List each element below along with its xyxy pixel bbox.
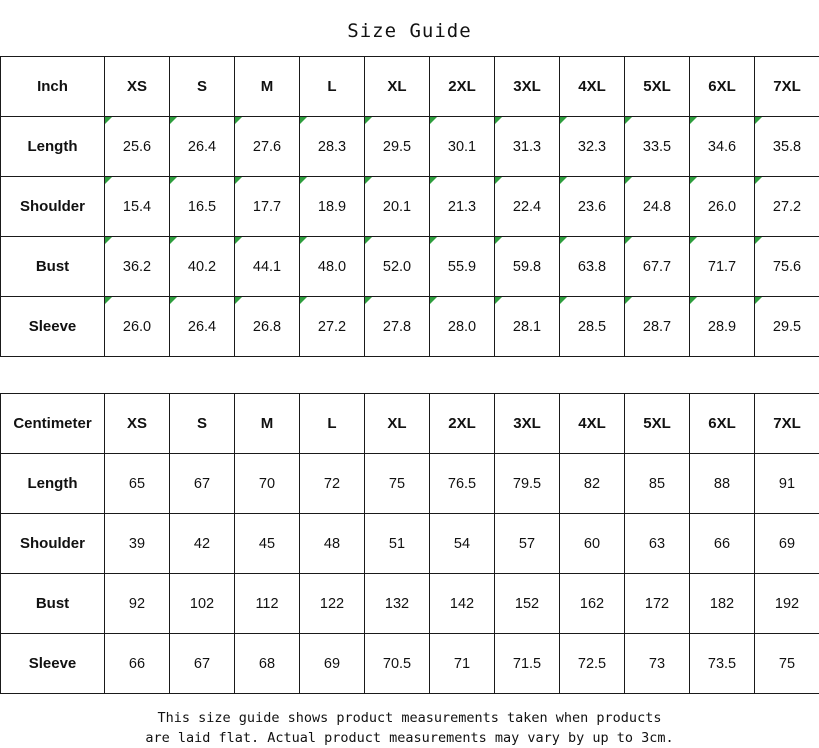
table-row [1, 177, 819, 237]
measurement-cell: 28.3 [300, 117, 365, 177]
measurement-cell: 75 [755, 634, 819, 694]
measurement-cell: 27.8 [365, 297, 430, 357]
measurement-cell: 33.5 [625, 117, 690, 177]
measurement-cell: 54 [430, 514, 495, 574]
page-title: Size Guide [0, 0, 819, 56]
measurement-cell: 69 [755, 514, 819, 574]
measurement-cell: 60 [560, 514, 625, 574]
measurement-cell: 66 [105, 634, 170, 694]
measurement-cell: 65 [105, 454, 170, 514]
row-label: Bust [1, 574, 105, 634]
size-header: 7XL [755, 394, 819, 454]
measurement-cell: 26.0 [105, 297, 170, 357]
measurement-cell: 27.6 [235, 117, 300, 177]
size-header: 2XL [430, 394, 495, 454]
measurement-cell: 22.4 [495, 177, 560, 237]
measurement-cell: 26.4 [170, 297, 235, 357]
measurement-cell: 28.1 [495, 297, 560, 357]
measurement-cell: 48 [300, 514, 365, 574]
measurement-cell: 57 [495, 514, 560, 574]
table-row [1, 297, 819, 357]
measurement-cell: 79.5 [495, 454, 560, 514]
measurement-cell: 20.1 [365, 177, 430, 237]
measurement-cell: 26.4 [170, 117, 235, 177]
measurement-cell: 85 [625, 454, 690, 514]
table-row [1, 634, 819, 694]
measurement-cell: 76.5 [430, 454, 495, 514]
row-label: Shoulder [1, 514, 105, 574]
measurement-cell: 67 [170, 634, 235, 694]
size-header: 4XL [560, 394, 625, 454]
table-header-row [1, 57, 819, 117]
measurement-cell: 42 [170, 514, 235, 574]
size-header: 4XL [560, 57, 625, 117]
measurement-cell: 91 [755, 454, 819, 514]
measurement-cell: 36.2 [105, 237, 170, 297]
measurement-cell: 45 [235, 514, 300, 574]
measurement-cell: 71.7 [690, 237, 755, 297]
size-table-centimeter [0, 393, 819, 694]
measurement-cell: 69 [300, 634, 365, 694]
size-header: M [235, 394, 300, 454]
measurement-cell: 15.4 [105, 177, 170, 237]
measurement-cell: 27.2 [755, 177, 819, 237]
table-separator [0, 357, 819, 393]
measurement-cell: 122 [300, 574, 365, 634]
measurement-cell: 32.3 [560, 117, 625, 177]
measurement-cell: 59.8 [495, 237, 560, 297]
measurement-cell: 55.9 [430, 237, 495, 297]
row-label: Bust [1, 237, 105, 297]
size-header: 3XL [495, 394, 560, 454]
size-header: 7XL [755, 57, 819, 117]
measurement-cell: 63.8 [560, 237, 625, 297]
measurement-cell: 39 [105, 514, 170, 574]
measurement-cell: 24.8 [625, 177, 690, 237]
row-label: Length [1, 454, 105, 514]
measurement-cell: 48.0 [300, 237, 365, 297]
measurement-cell: 142 [430, 574, 495, 634]
size-header: S [170, 57, 235, 117]
size-header: L [300, 394, 365, 454]
size-header: 6XL [690, 394, 755, 454]
table-row [1, 574, 819, 634]
measurement-cell: 72.5 [560, 634, 625, 694]
size-header: XL [365, 394, 430, 454]
measurement-cell: 30.1 [430, 117, 495, 177]
measurement-cell: 28.5 [560, 297, 625, 357]
size-header: 2XL [430, 57, 495, 117]
measurement-cell: 17.7 [235, 177, 300, 237]
measurement-cell: 66 [690, 514, 755, 574]
size-header: 5XL [625, 394, 690, 454]
measurement-cell: 26.8 [235, 297, 300, 357]
measurement-cell: 25.6 [105, 117, 170, 177]
size-header: M [235, 57, 300, 117]
measurement-cell: 40.2 [170, 237, 235, 297]
measurement-cell: 152 [495, 574, 560, 634]
measurement-cell: 51 [365, 514, 430, 574]
measurement-cell: 29.5 [365, 117, 430, 177]
size-table-inch [0, 56, 819, 357]
measurement-cell: 23.6 [560, 177, 625, 237]
footnote-line-2: are laid flat. Actual product measurements may vary by up to 3cm. [60, 728, 759, 748]
measurement-cell: 28.0 [430, 297, 495, 357]
measurement-cell: 67 [170, 454, 235, 514]
measurement-cell: 34.6 [690, 117, 755, 177]
row-label: Shoulder [1, 177, 105, 237]
measurement-cell: 27.2 [300, 297, 365, 357]
size-header: XL [365, 57, 430, 117]
measurement-cell: 70.5 [365, 634, 430, 694]
size-header: 6XL [690, 57, 755, 117]
table-row [1, 117, 819, 177]
measurement-cell: 28.7 [625, 297, 690, 357]
size-header: XS [105, 57, 170, 117]
measurement-cell: 44.1 [235, 237, 300, 297]
measurement-cell: 182 [690, 574, 755, 634]
measurement-cell: 70 [235, 454, 300, 514]
size-header: S [170, 394, 235, 454]
table-row [1, 514, 819, 574]
measurement-cell: 71 [430, 634, 495, 694]
measurement-cell: 18.9 [300, 177, 365, 237]
measurement-cell: 67.7 [625, 237, 690, 297]
measurement-cell: 71.5 [495, 634, 560, 694]
size-header: L [300, 57, 365, 117]
measurement-cell: 21.3 [430, 177, 495, 237]
measurement-cell: 172 [625, 574, 690, 634]
measurement-cell: 31.3 [495, 117, 560, 177]
measurement-cell: 73 [625, 634, 690, 694]
table-row [1, 454, 819, 514]
footnote [0, 708, 819, 748]
measurement-cell: 26.0 [690, 177, 755, 237]
measurement-cell: 29.5 [755, 297, 819, 357]
size-header: 5XL [625, 57, 690, 117]
size-header: 3XL [495, 57, 560, 117]
measurement-cell: 63 [625, 514, 690, 574]
table-row [1, 237, 819, 297]
measurement-cell: 75.6 [755, 237, 819, 297]
measurement-cell: 82 [560, 454, 625, 514]
measurement-cell: 16.5 [170, 177, 235, 237]
measurement-cell: 35.8 [755, 117, 819, 177]
measurement-cell: 132 [365, 574, 430, 634]
measurement-cell: 162 [560, 574, 625, 634]
unit-label: Centimeter [1, 394, 105, 454]
row-label: Length [1, 117, 105, 177]
table-header-row [1, 394, 819, 454]
measurement-cell: 28.9 [690, 297, 755, 357]
measurement-cell: 72 [300, 454, 365, 514]
measurement-cell: 68 [235, 634, 300, 694]
measurement-cell: 92 [105, 574, 170, 634]
row-label: Sleeve [1, 297, 105, 357]
footnote-line-1: This size guide shows product measurements taken when products [60, 708, 759, 728]
unit-label: Inch [1, 57, 105, 117]
size-header: XS [105, 394, 170, 454]
measurement-cell: 102 [170, 574, 235, 634]
measurement-cell: 52.0 [365, 237, 430, 297]
measurement-cell: 192 [755, 574, 819, 634]
measurement-cell: 75 [365, 454, 430, 514]
measurement-cell: 73.5 [690, 634, 755, 694]
measurement-cell: 88 [690, 454, 755, 514]
measurement-cell: 112 [235, 574, 300, 634]
row-label: Sleeve [1, 634, 105, 694]
